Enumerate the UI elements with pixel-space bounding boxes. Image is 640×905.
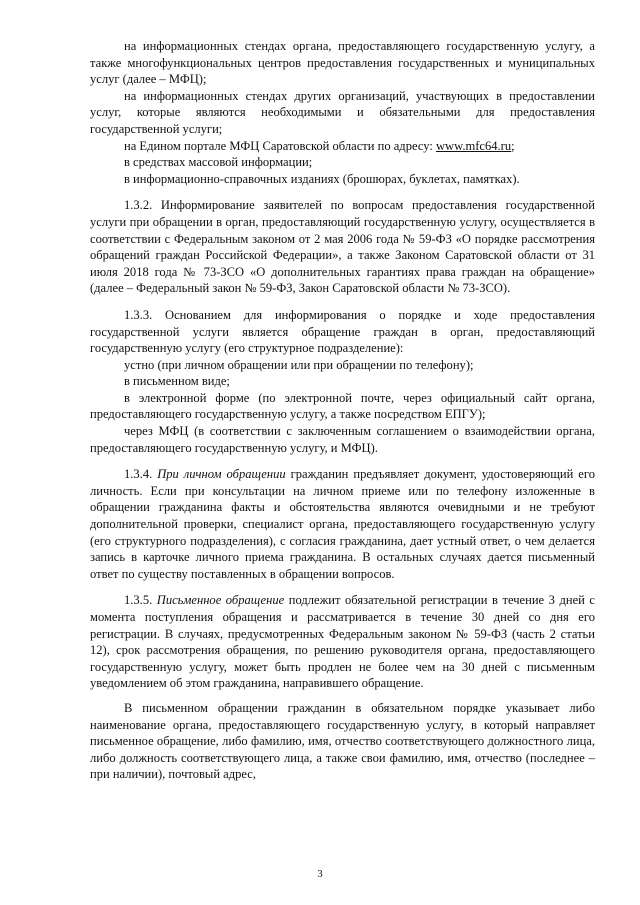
list-item-portal xyxy=(90,138,595,155)
list-item-media: в средствах массовой информации; xyxy=(124,155,313,170)
list-item-written: в письменном виде; xyxy=(124,374,230,389)
paragraph-written-requirements: В письменном обращении гражданин в обязательном порядке указывает либо наименование органа, предоставляющего государственную услугу, в который направляет письменное обращение, либо фамилию, имя, отчество соответствующего должностного лица, либо должность соответствующего лица, а также свои фамилию, имя, отчество (последнее – при наличии), почтовый адрес, xyxy=(90,700,595,782)
list-item-stands-other: на информационных стендах других организаций, участвующих в предоставлении услуг, которые являются необходимыми и обязательными для предоставления государственной услуги; xyxy=(90,88,595,136)
document-page xyxy=(90,38,595,783)
page-number: 3 xyxy=(317,869,323,880)
section-number: 1.3.5. xyxy=(124,593,157,608)
mfc-link[interactable]: www.mfc64.ru xyxy=(435,138,512,153)
list-item-electronic: в электронной форме (по электронной почте, через официальный сайт органа, предоставляющего государственную услугу, а также посредством ЕПГУ); xyxy=(90,390,595,422)
paragraph-1-3-4 xyxy=(90,466,595,582)
italic-term: Письменное обращение xyxy=(156,593,285,608)
list-item-stands-organ: на информационных стендах органа, предоставляющего государственную услугу, а также многофункциональных центров предоставления государственных и муниципальных услуг (далее – МФЦ); xyxy=(90,39,595,87)
paragraph-1-3-2: 1.3.2. Информирование заявителей по вопросам предоставления государственной услуги при обращении в орган, предоставляющий государственную услугу, осуществляется в соответствии с Федеральным законом от 2 мая 2006 года № 59-ФЗ «О порядке рассмотрения обращений граждан Российской Федерации», а также Законом Саратовской области от 31 июля 2018 года № 73-ЗСО «О дополнительных гарантиях права граждан на обращение» (далее – Федеральный закон № 59-ФЗ, Закон Саратовской области № 73-ЗСО). xyxy=(90,198,595,296)
section-number: 1.3.4. xyxy=(124,467,158,482)
portal-end: ; xyxy=(511,138,515,153)
portal-text: на Едином портале МФЦ Саратовской области по адресу: xyxy=(124,138,436,153)
list-item-oral: устно (при личном обращении или при обращении по телефону); xyxy=(124,357,474,372)
list-item-publications: в информационно-справочных изданиях (брошюрах, буклетах, памятках). xyxy=(124,171,520,186)
paragraph-body: гражданин предъявляет документ, удостоверяющий его личность. Если при консультации на личном приеме или по телефону изложенные в обращении гражданина факты и обстоятельства являются очевидными и не требуют дополнительной проверки, специалист органа, предоставляющего государственную услугу (его структурного подразделения), с согласия гражданина, дает устный ответ, о чем делается запись в карточке личного приема гражданина. В остальных случаях дается письменный ответ по существу поставленных в обращении вопросов. xyxy=(90,467,595,581)
list-item-mfc: через МФЦ (в соответствии с заключенным соглашением о взаимодействии органа, предоставляющего государственную услугу, и МФЦ). xyxy=(90,424,595,455)
paragraph-1-3-5 xyxy=(90,592,595,692)
italic-term: При личном обращении xyxy=(157,467,286,482)
paragraph-1-3-3: 1.3.3. Основанием для информирования о порядке и ходе предоставления государственной услуги является обращение граждан в орган, предоставляющий государственную услугу (его структурное подразделение): xyxy=(90,307,595,356)
paragraph-body: подлежит обязательной регистрации в течение 3 дней с момента поступления обращения и рассматривается в течение 30 дней со дня его регистрации. В случаях, предусмотренных Федеральным законом № 59-ФЗ (часть 2 статьи 12), срок рассмотрения обращения, по решению руководителя органа, предоставляющего государственную услугу, может быть продлен не более чем на 30 дней с письменным уведомлением об этом гражданина, направившего обращение. xyxy=(90,593,595,691)
